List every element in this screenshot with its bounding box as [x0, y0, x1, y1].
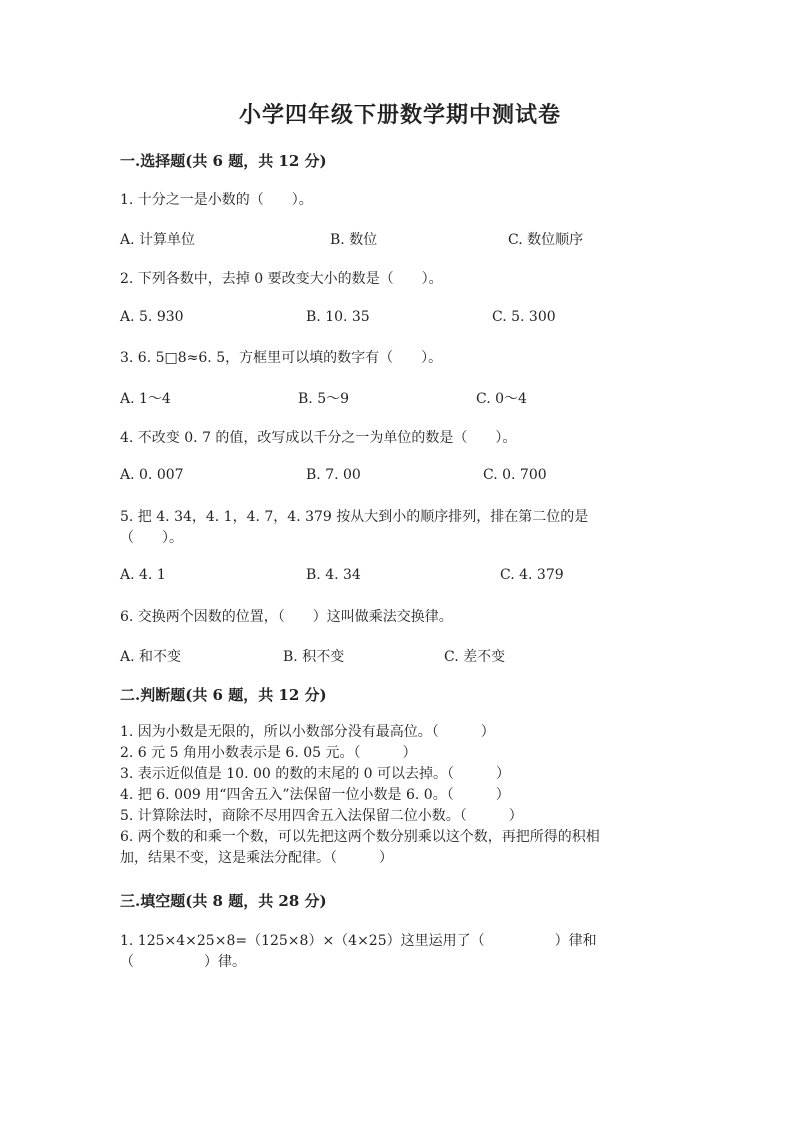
question-5-option-c: C. 4. 379	[500, 567, 564, 583]
question-5-stem-line-2: （ ）。	[120, 530, 183, 546]
question-6-option-b: B. 积不变	[283, 649, 345, 665]
question-2-stem: 2. 下列各数中，去掉 0 要改变大小的数是（ ）。	[120, 271, 443, 287]
judgement-item-2: 2. 6 元 5 角用小数表示是 6. 05 元。（ ）	[120, 745, 417, 761]
fill-blank-item-1-line-2: （ ）律。	[120, 954, 246, 970]
judgement-item-5: 5. 计算除法时，商除不尽用四舍五入法保留二位小数。（ ）	[120, 808, 523, 824]
question-3-option-c: C. 0～4	[476, 391, 527, 407]
judgement-item-6-line-1: 6. 两个数的和乘一个数，可以先把这两个数分别乘以这个数，再把所得的积相	[120, 829, 600, 845]
judgement-item-1: 1. 因为小数是无限的，所以小数部分没有最高位。（ ）	[120, 724, 495, 740]
question-6-option-c: C. 差不变	[444, 649, 506, 665]
question-1-stem: 1. 十分之一是小数的（ ）。	[120, 192, 313, 208]
question-1-option-b: B. 数位	[330, 232, 378, 248]
section-heading-choice: 一.选择题(共 6 题，共 12 分)	[120, 152, 327, 170]
judgement-item-3: 3. 表示近似值是 10. 00 的数的末尾的 0 可以去掉。（ ）	[120, 766, 511, 782]
section-heading-fill-blank: 三.填空题(共 8 题，共 28 分)	[120, 892, 327, 910]
section-heading-judgement: 二.判断题(共 6 题，共 12 分)	[120, 686, 327, 704]
question-1-option-a: A. 计算单位	[120, 232, 196, 248]
question-5-stem-line-1: 5. 把 4. 34，4. 1，4. 7，4. 379 按从大到小的顺序排列，排在第二位的是	[120, 509, 589, 525]
judgement-item-6-line-2: 加，结果不变，这是乘法分配律。（ ）	[120, 850, 393, 866]
question-2-option-b: B. 10. 35	[306, 309, 370, 325]
question-3-option-a: A. 1～4	[120, 391, 171, 407]
question-3-option-b: B. 5～9	[298, 391, 350, 407]
judgement-item-4: 4. 把 6. 009 用“四舍五入”法保留一位小数是 6. 0。（ ）	[120, 787, 510, 803]
question-5-option-a: A. 4. 1	[120, 567, 166, 583]
page-title: 小学四年级下册数学期中测试卷	[238, 102, 561, 128]
question-3-stem: 3. 6. 5□8≈6. 5，方框里可以填的数字有（ ）。	[120, 350, 443, 366]
question-4-option-c: C. 0. 700	[483, 467, 547, 483]
question-4-option-b: B. 7. 00	[306, 467, 361, 483]
question-6-stem: 6. 交换两个因数的位置，（ ）这叫做乘法交换律。	[120, 609, 453, 625]
question-2-option-a: A. 5. 930	[120, 309, 184, 325]
question-1-option-c: C. 数位顺序	[508, 232, 584, 248]
question-5-option-b: B. 4. 34	[306, 567, 361, 583]
question-4-option-a: A. 0. 007	[120, 467, 184, 483]
question-4-stem: 4. 不改变 0. 7 的值，改写成以千分之一为单位的数是（ ）。	[120, 430, 517, 446]
question-2-option-c: C. 5. 300	[492, 309, 556, 325]
fill-blank-item-1-line-1: 1. 125×4×25×8=（125×8）×（4×25）这里运用了（ ）律和	[120, 933, 597, 949]
question-6-option-a: A. 和不变	[120, 649, 182, 665]
